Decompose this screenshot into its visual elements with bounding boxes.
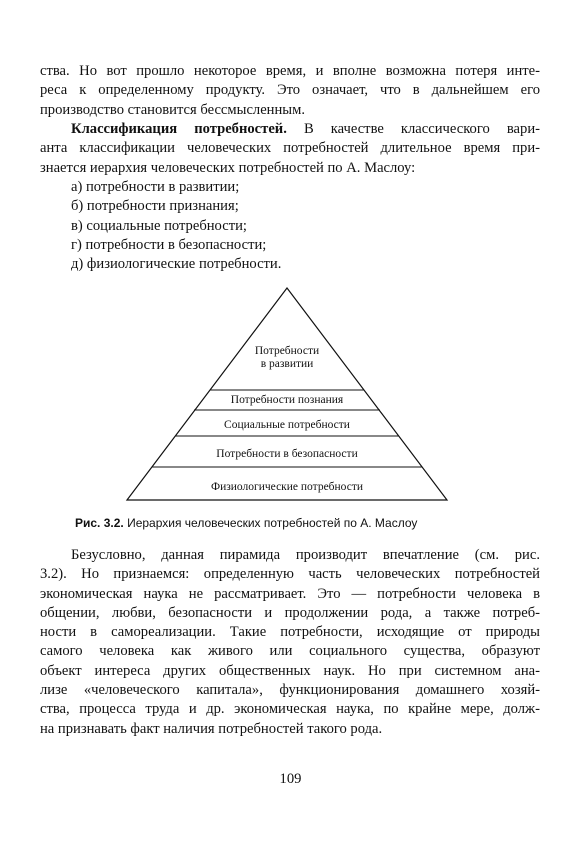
- text-line: объект интереса других общественных наук. Но при системном ана-: [40, 662, 540, 679]
- list-item: б) потребности признания;: [71, 198, 239, 215]
- paragraph-discussion: [40, 546, 540, 739]
- maslow-pyramid-figure: [125, 285, 450, 505]
- text-line: ства. Но вот прошло некоторое время, и вполне возможна потеря инте-: [40, 63, 540, 79]
- pyramid-level-label: Потребности в безопасности: [216, 448, 358, 460]
- text-line: экономическая наука не рассматривает. Это — потребности человека в: [40, 585, 540, 602]
- text-line: на признавать факт наличия потребностей такого рода.: [40, 720, 383, 737]
- needs-list: [71, 178, 281, 274]
- level-line: в развитии: [260, 358, 314, 370]
- figure-caption: [75, 516, 417, 530]
- pyramid-level-label: Социальные потребности: [224, 419, 350, 431]
- caption-label: Рис. 3.2.: [75, 516, 124, 530]
- paragraph-classification: [40, 120, 540, 178]
- text-line: общении, любви, безопасности и продолжении рода, а также потреб-: [40, 604, 540, 621]
- text-line: реса к определенному продукту. Это означает, что в дальнейшем его: [40, 82, 540, 99]
- pyramid-level-label: [237, 345, 337, 371]
- text-line: производство становится бессмысленным.: [40, 101, 305, 118]
- page-number: 109: [279, 771, 302, 787]
- text-line: анта классификации человеческих потребностей длительное время при-: [40, 140, 540, 157]
- section-heading: Классификация потребностей.: [71, 121, 287, 137]
- text-line: знается иерархия человеческих потребностей по А. Маслоу:: [40, 159, 416, 176]
- text-line: Безусловно, данная пирамида производит впечатление (см. рис.: [71, 547, 540, 563]
- text-line: ности в самореализации. Такие потребности, исходящие от природы: [40, 624, 540, 641]
- text-line: лизе «человеческого капитала», функционирования домашнего хозяй-: [40, 682, 540, 699]
- text-line: самого человека как живого или социального существа, образуют: [40, 643, 540, 660]
- caption-text: Иерархия человеческих потребностей по А. Маслоу: [123, 516, 418, 530]
- list-item: г) потребности в безопасности;: [71, 236, 267, 253]
- pyramid-level-label: Потребности познания: [230, 394, 344, 406]
- list-item: а) потребности в развитии;: [71, 179, 240, 195]
- list-item: д) физиологические потребности.: [71, 256, 282, 273]
- text-line: ства, процесса труда и др. экономическая наука, по крайне мере, долж-: [40, 701, 540, 718]
- paragraph-continuation: [40, 62, 540, 120]
- level-line: Потребности: [254, 345, 320, 357]
- text-line: 3.2). Но признаемся: определенную часть человеческих потребностей: [40, 566, 540, 583]
- list-item: в) социальные потребности;: [71, 217, 247, 234]
- text-fragment: В качестве классического вари-: [286, 121, 540, 137]
- text-line: [40, 120, 540, 139]
- pyramid-level-label: Физиологические потребности: [211, 481, 363, 493]
